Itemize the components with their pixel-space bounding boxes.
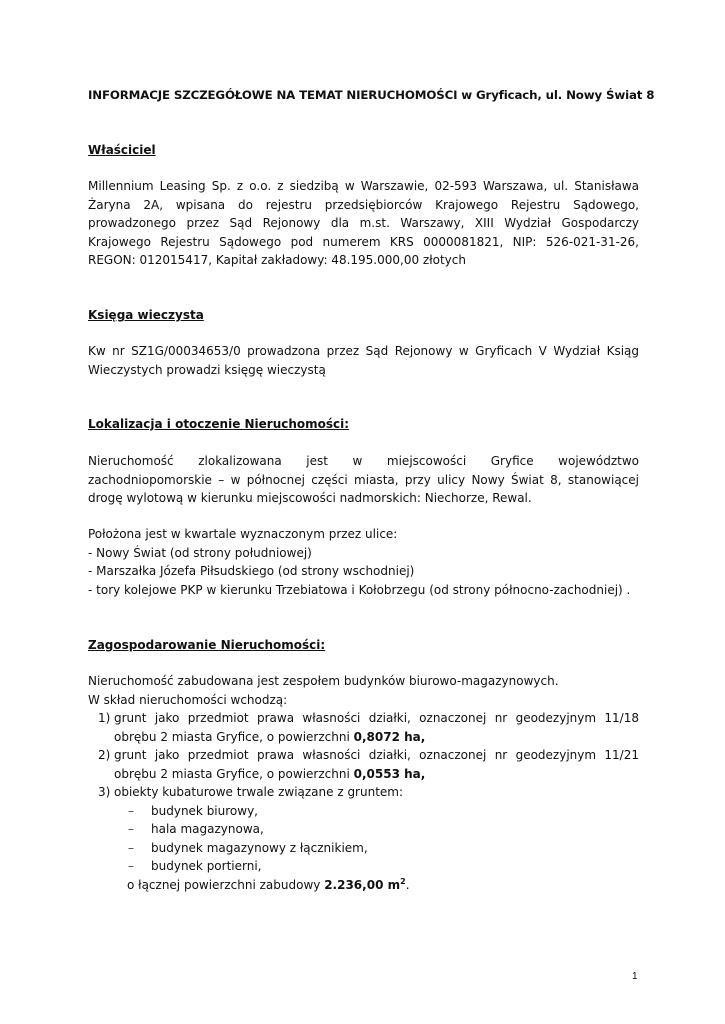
location-streets xyxy=(88,525,639,599)
land-register-text: Kw nr SZ1G/00034653/0 prowadzona przez Sąd Rejonowy w Gryficach V Wydział Ksiąg Wieczystych prowadzi księgę wieczystą xyxy=(88,344,639,377)
item-number: 3) xyxy=(98,785,111,799)
owner-heading: Właściciel xyxy=(88,143,156,157)
property-item xyxy=(88,746,639,783)
building-item: – budynek biurowy, xyxy=(88,802,639,821)
total-area-value: 2.236,00 m xyxy=(324,877,401,892)
street-item: - Nowy Świat (od strony południowej) xyxy=(88,545,312,560)
development-intro: Nieruchomość zabudowana jest zespołem budynków biurowo-magazynowych. xyxy=(88,674,559,688)
development-heading: Zagospodarowanie Nieruchomości: xyxy=(88,638,326,652)
item-number: 1) xyxy=(98,711,111,725)
document-title: INFORMACJE SZCZEGÓŁOWE NA TEMAT NIERUCHOMOŚCI w Gryficach, ul. Nowy Świat 8 xyxy=(88,88,655,102)
building-item: – budynek magazynowy z łącznikiem, xyxy=(88,839,639,858)
owner-text: Millennium Leasing Sp. z o.o. z siedzibą w Warszawie, 02-593 Warszawa, ul. Stanisława Żaryna 2A, wpisana do rejestru przedsiębiorców Krajowego Rejestru Sądowego, prowadzonego przez Sąd Rejonowy dla m.st. Warszawy, XIII Wydział Gospodarczy Krajowego Rejestru Sądowego pod numerem KRS 0000081821, NIP: 526-021-31-26, REGON: 012015417, Kapitał zakładowy: 48.195.000,00 złotych xyxy=(88,179,639,267)
dash-bullet: – xyxy=(128,803,134,818)
location-intro: Położona jest w kwartale wyznaczonym przez ulice: xyxy=(88,527,398,541)
building-item: – hala magazynowa, xyxy=(88,820,639,839)
location-text: Nieruchomość zlokalizowana jest w miejscowości Gryfice województwo zachodniopomorskie – w północnej części miasta, przy ulicy Nowy Świat 8, stanowiącej drogę wylotową w kierunku miejscowości nadmorskich: Niechorze, Rewal. xyxy=(88,454,639,505)
item-text: grunt jako przedmiot prawa własności działki, oznaczonej nr geodezyjnym 11/18 obrębu 2 miasta Gryfice, o powierzchni xyxy=(114,711,639,744)
property-list xyxy=(88,709,639,802)
location-heading: Lokalizacja i otoczenie Nieruchomości: xyxy=(88,417,350,431)
item-number: 2) xyxy=(98,748,111,762)
property-item xyxy=(88,709,639,746)
development-composition: W skład nieruchomości wchodzą: xyxy=(88,692,288,707)
land-register-heading: Księga wieczysta xyxy=(88,308,204,322)
dash-bullet: – xyxy=(128,859,134,873)
item-text: obiekty kubaturowe trwale związane z gruntem: xyxy=(114,785,404,799)
building-list xyxy=(88,802,639,876)
building-item: – budynek portierni, xyxy=(88,857,639,876)
development-section xyxy=(88,672,639,894)
page-number: 1 xyxy=(632,971,638,982)
dash-bullet: – xyxy=(128,840,134,855)
item-text: grunt jako przedmiot prawa własności działki, oznaczonej nr geodezyjnym 11/21 obrębu 2 miasta Gryfice, o powierzchni xyxy=(114,748,639,781)
item-area: 0,0553 ha, xyxy=(353,766,426,781)
dash-bullet: – xyxy=(128,822,134,836)
street-item: - tory kolejowe PKP w kierunku Trzebiatowa i Kołobrzegu (od strony północno-zachodniej) . xyxy=(88,582,631,597)
item-area: 0,8072 ha, xyxy=(353,729,426,744)
total-built-area: o łącznej powierzchni zabudowy 2.236,00 $m^2$. xyxy=(127,876,410,892)
street-item: - Marszałka Józefa Piłsudskiego (od strony wschodniej) xyxy=(88,564,415,578)
property-item xyxy=(88,783,639,802)
area-unit-superscript: 2 xyxy=(400,876,406,886)
